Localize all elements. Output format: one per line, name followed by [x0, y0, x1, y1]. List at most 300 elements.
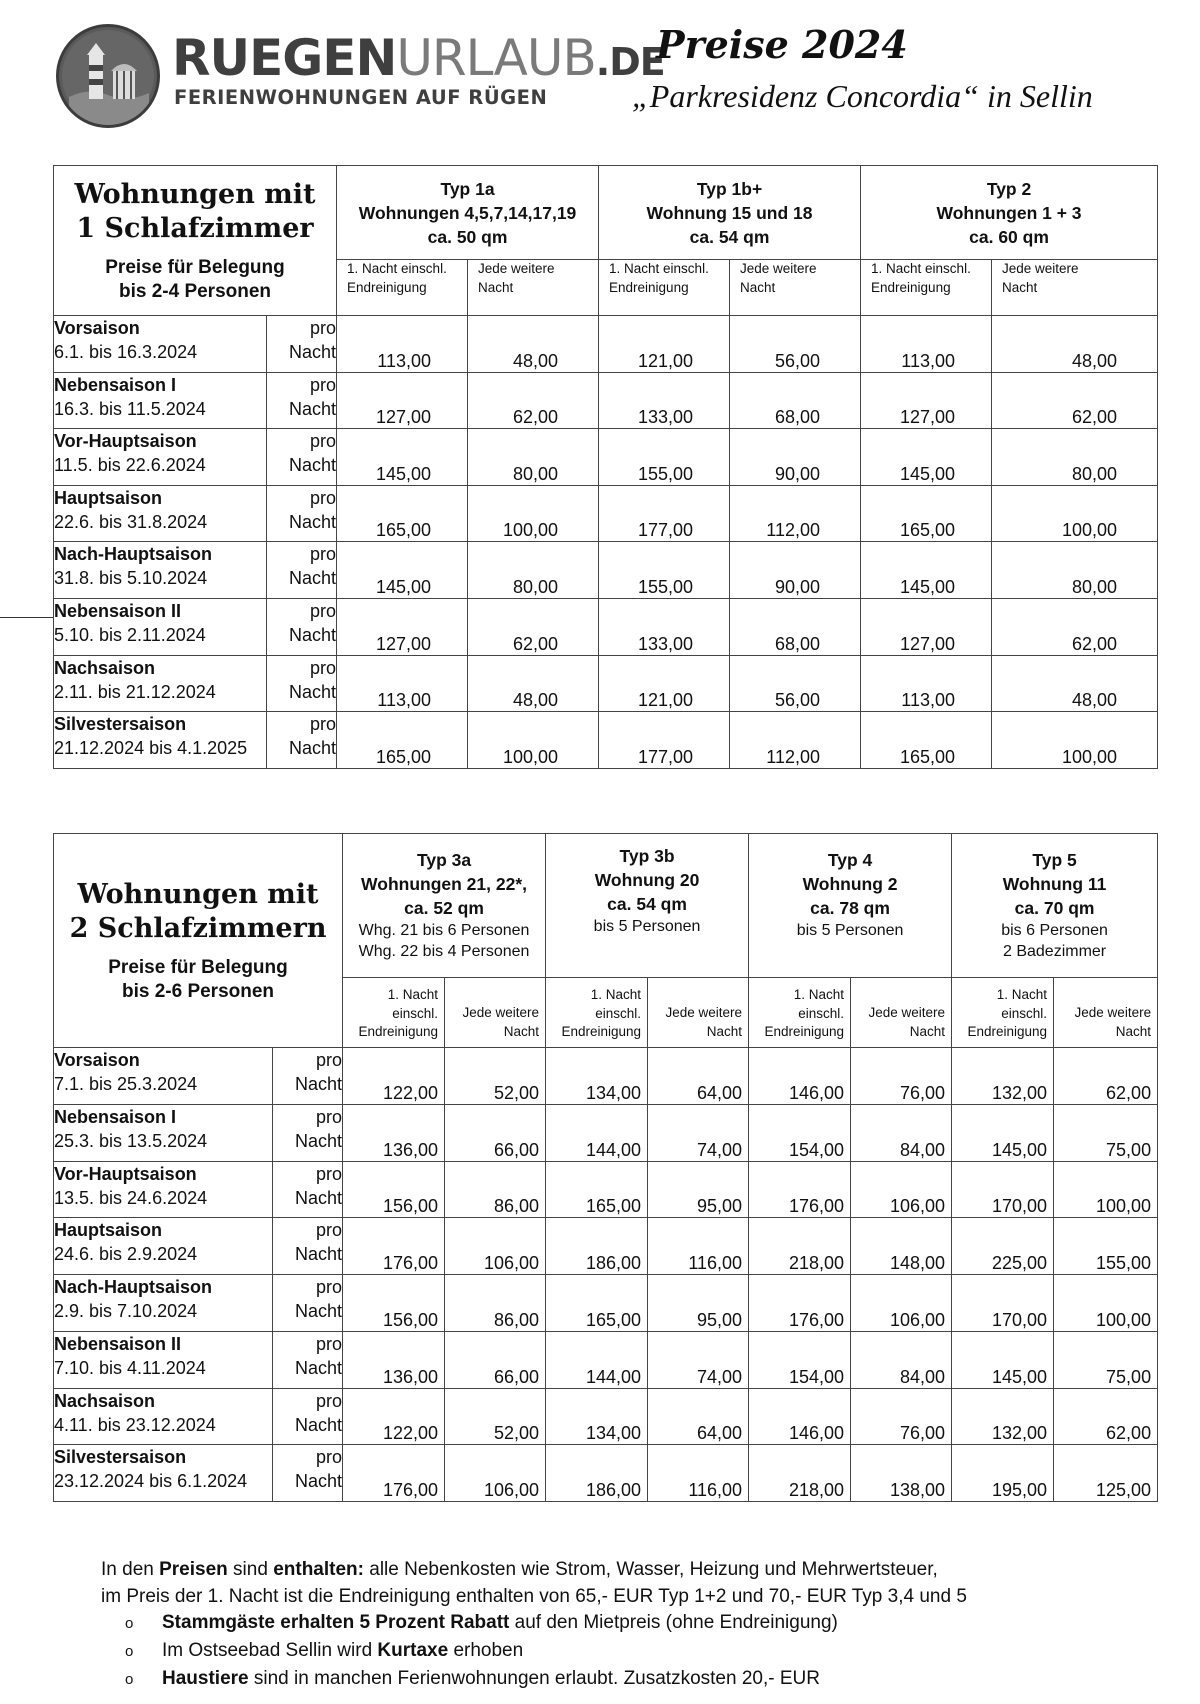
season-name: Vor-Hauptsaison	[54, 1163, 197, 1184]
column-header-line: Endreinigung	[347, 279, 427, 295]
season-name: Silvestersaison	[54, 1447, 187, 1468]
price-first-night: 145,00	[861, 429, 992, 486]
note-text: alle Nebenkosten wie Strom, Wasser, Heizung und Mehrwertsteuer,	[363, 1559, 938, 1580]
per-night-label: pro	[310, 544, 337, 565]
season-dates: 21.12.2024 bis 4.1.2025	[54, 738, 248, 759]
per-night-label: Nacht	[294, 1074, 343, 1094]
bullet-text: Im Ostseebad Sellin wird	[162, 1640, 378, 1661]
price-first-night: 127,00	[337, 372, 468, 429]
price-first-night: 177,00	[599, 712, 730, 769]
price-next-night: 86,00	[445, 1161, 546, 1218]
season-name: Vor-Hauptsaison	[54, 431, 197, 452]
price-first-night: 127,00	[337, 598, 468, 655]
per-night-label: pro	[310, 374, 337, 395]
brand-part-2: URLAUB	[396, 29, 596, 87]
column-header-line: Nacht	[740, 279, 776, 295]
page-subtitle: „Parkresidenz Concordia“ in Sellin	[632, 78, 1093, 114]
note-text: sind	[227, 1559, 274, 1580]
column-header-line: Jede weitere	[868, 1005, 946, 1020]
price-first-night: 122,00	[343, 1048, 445, 1105]
price-first-night: 145,00	[337, 542, 468, 599]
per-night-cell	[267, 316, 337, 373]
type-size: ca. 52 qm	[404, 898, 484, 918]
season-cell	[54, 1388, 273, 1445]
per-night-label: Nacht	[294, 1187, 343, 1208]
type-units: Wohnung 15 und 18	[646, 202, 813, 223]
price-first-night: 121,00	[599, 316, 730, 373]
price-next-night: 100,00	[468, 485, 599, 542]
price-next-night: 138,00	[851, 1445, 952, 1502]
per-night-cell	[273, 1161, 343, 1218]
type-header	[343, 834, 546, 978]
price-next-night: 80,00	[992, 429, 1158, 486]
type-units: Wohnungen 1 + 3	[936, 202, 1082, 223]
price-first-night: 186,00	[546, 1445, 648, 1502]
price-first-night: 165,00	[337, 485, 468, 542]
column-header-line: Endreinigung	[871, 279, 951, 295]
price-first-night: 225,00	[952, 1218, 1054, 1275]
season-cell	[54, 485, 267, 542]
price-next-night: 100,00	[1054, 1161, 1158, 1218]
price-first-night: 113,00	[861, 655, 992, 712]
occupancy-note	[54, 256, 336, 304]
price-first-night: 145,00	[952, 1104, 1054, 1161]
per-night-label: pro	[310, 487, 337, 508]
price-next-night: 76,00	[851, 1048, 952, 1105]
price-first-night: 113,00	[337, 655, 468, 712]
per-night-label: pro	[316, 1220, 343, 1241]
table-row	[54, 1048, 1158, 1105]
price-next-night: 56,00	[730, 655, 861, 712]
table-title-line-1: Wohnungen mit	[77, 878, 319, 910]
column-header-line: Jede weitere	[1074, 1005, 1152, 1020]
table-title-line-1: Wohnungen mit	[74, 178, 316, 210]
column-header-first-night	[599, 260, 730, 316]
season-dates: 25.3. bis 13.5.2024	[54, 1130, 208, 1151]
price-next-night: 62,00	[992, 372, 1158, 429]
price-first-night: 177,00	[599, 485, 730, 542]
table-row	[54, 1218, 1158, 1275]
per-night-cell	[267, 655, 337, 712]
price-first-night: 176,00	[343, 1218, 445, 1275]
column-header-first-night	[749, 978, 851, 1048]
price-next-night: 84,00	[851, 1331, 952, 1388]
season-cell	[54, 1445, 273, 1502]
table-2-body	[54, 1048, 1158, 1502]
column-header-line: Jede weitere	[665, 1005, 743, 1020]
per-night-label: Nacht	[288, 568, 337, 589]
season-dates: 7.10. bis 4.11.2024	[54, 1357, 206, 1378]
price-first-night: 170,00	[952, 1161, 1054, 1218]
price-next-night: 106,00	[445, 1445, 546, 1502]
table-corner	[54, 166, 337, 316]
price-first-night: 186,00	[546, 1218, 648, 1275]
price-next-night: 90,00	[730, 429, 861, 486]
table-row	[54, 1104, 1158, 1161]
price-first-night: 165,00	[861, 712, 992, 769]
price-next-night: 100,00	[992, 712, 1158, 769]
bullet-bold: Haustiere	[162, 1668, 249, 1689]
season-cell	[54, 429, 267, 486]
price-first-night: 127,00	[861, 598, 992, 655]
season-dates: 13.5. bis 24.6.2024	[54, 1187, 208, 1208]
bullet-item	[125, 1665, 838, 1693]
price-first-night: 165,00	[337, 712, 468, 769]
price-next-night: 80,00	[468, 429, 599, 486]
price-first-night: 155,00	[599, 542, 730, 599]
column-header-line: Endreinigung	[967, 1024, 1048, 1039]
per-night-cell	[273, 1218, 343, 1275]
price-first-night: 165,00	[861, 485, 992, 542]
price-first-night: 195,00	[952, 1445, 1054, 1502]
per-night-label: Nacht	[294, 1244, 343, 1265]
occupancy-line-1: Preise für Belegung	[105, 256, 285, 278]
type-units: Wohnung 20	[594, 870, 700, 890]
price-first-night: 132,00	[952, 1048, 1054, 1105]
season-cell	[54, 1275, 273, 1332]
per-night-cell	[273, 1388, 343, 1445]
per-night-label: pro	[316, 1106, 343, 1127]
per-night-label: Nacht	[288, 455, 337, 476]
price-next-night: 90,00	[730, 542, 861, 599]
column-header-line: Nacht	[478, 279, 514, 295]
price-next-night: 76,00	[851, 1388, 952, 1445]
per-night-label: pro	[316, 1163, 343, 1184]
price-first-night: 136,00	[343, 1331, 445, 1388]
type-size: ca. 70 qm	[1014, 898, 1095, 918]
margin-divider	[0, 617, 54, 618]
column-header-line: Nacht	[706, 1023, 743, 1039]
type-name: Typ 2	[986, 178, 1032, 199]
brand-logo	[56, 18, 665, 128]
type-size: ca. 78 qm	[810, 898, 890, 918]
table-row	[54, 1388, 1158, 1445]
price-first-night: 113,00	[861, 316, 992, 373]
table-title-line-2: 2 Schlafzimmern	[69, 912, 327, 944]
price-first-night: 156,00	[343, 1275, 445, 1332]
per-night-cell	[273, 1104, 343, 1161]
season-name: Silvestersaison	[54, 714, 187, 735]
column-header-next-night	[1054, 978, 1158, 1048]
column-header-next-night	[730, 260, 861, 316]
season-name: Nach-Hauptsaison	[54, 1277, 213, 1297]
price-next-night: 48,00	[468, 316, 599, 373]
per-night-cell	[273, 1445, 343, 1502]
column-header-first-night	[337, 260, 468, 316]
per-night-label: pro	[316, 1390, 343, 1411]
price-first-night: 218,00	[749, 1445, 851, 1502]
season-cell	[54, 655, 267, 712]
price-next-night: 106,00	[851, 1275, 952, 1332]
column-header-line: Endreinigung	[561, 1024, 642, 1039]
type-size: ca. 50 qm	[427, 226, 508, 247]
price-next-night: 75,00	[1054, 1104, 1158, 1161]
price-first-night: 127,00	[861, 372, 992, 429]
type-header	[599, 166, 861, 260]
price-next-night: 80,00	[992, 542, 1158, 599]
price-first-night: 134,00	[546, 1048, 648, 1105]
column-header-line: 1. Nacht einschl.	[347, 261, 447, 276]
column-header-line: Endreinigung	[358, 1024, 439, 1039]
note-bold: enthalten:	[273, 1559, 364, 1580]
per-night-label: Nacht	[294, 1301, 343, 1321]
price-notes	[101, 1556, 967, 1610]
price-next-night: 64,00	[648, 1388, 749, 1445]
season-name: Hauptsaison	[54, 487, 163, 508]
price-next-night: 106,00	[851, 1161, 952, 1218]
column-header-first-night	[952, 978, 1054, 1048]
season-dates: 16.3. bis 11.5.2024	[54, 398, 206, 419]
season-cell	[54, 372, 267, 429]
type-header	[749, 834, 952, 978]
price-next-night: 84,00	[851, 1104, 952, 1161]
per-night-label: Nacht	[288, 681, 337, 702]
price-next-night: 116,00	[648, 1445, 749, 1502]
season-dates: 23.12.2024 bis 6.1.2024	[54, 1471, 248, 1492]
type-extra: Whg. 21 bis 6 Personen	[358, 922, 530, 939]
price-next-night: 68,00	[730, 598, 861, 655]
season-name: Nach-Hauptsaison	[54, 544, 213, 565]
bullet-text: sind in manchen Ferienwohnungen erlaubt. Zusatzkosten 20,- EUR	[248, 1668, 820, 1689]
table-row	[54, 542, 1158, 599]
price-next-night: 155,00	[1054, 1218, 1158, 1275]
column-header-first-night	[546, 978, 648, 1048]
price-first-night: 145,00	[952, 1331, 1054, 1388]
type-name: Typ 3a	[416, 850, 472, 870]
season-dates: 7.1. bis 25.3.2024	[54, 1074, 198, 1094]
price-first-night: 146,00	[749, 1048, 851, 1105]
column-header-next-night	[648, 978, 749, 1048]
per-night-label: pro	[316, 1333, 343, 1354]
type-units: Wohnungen 4,5,7,14,17,19	[358, 202, 577, 223]
column-header-line: Nacht	[503, 1023, 540, 1039]
column-header-line: Nacht	[909, 1023, 946, 1039]
season-cell	[54, 1218, 273, 1275]
type-units: Wohnungen 21, 22*,	[361, 874, 527, 894]
price-first-night: 218,00	[749, 1218, 851, 1275]
column-header-line: Nacht	[1002, 279, 1038, 295]
price-first-night: 154,00	[749, 1331, 851, 1388]
column-header-line: 1. Nacht	[793, 987, 845, 1002]
price-next-night: 112,00	[730, 485, 861, 542]
brand-part-1: RUEGEN	[172, 29, 397, 87]
price-first-night: 134,00	[546, 1388, 648, 1445]
column-header-next-night	[468, 260, 599, 316]
column-header-line: Jede weitere	[462, 1005, 540, 1020]
season-dates: 31.8. bis 5.10.2024	[54, 568, 208, 589]
column-header-line: Jede weitere	[478, 261, 555, 276]
type-header	[861, 166, 1158, 260]
season-name: Nachsaison	[54, 1390, 156, 1411]
column-header-line: 1. Nacht einschl.	[871, 261, 971, 276]
table-row	[54, 655, 1158, 712]
season-name: Nebensaison II	[54, 1333, 182, 1354]
price-next-night: 95,00	[648, 1161, 749, 1218]
bullet-text: auf den Mietpreis (ohne Endreinigung)	[509, 1612, 838, 1633]
type-extra: Whg. 22 bis 4 Personen	[358, 943, 530, 960]
price-next-night: 62,00	[992, 598, 1158, 655]
price-next-night: 66,00	[445, 1104, 546, 1161]
price-next-night: 48,00	[468, 655, 599, 712]
table-title-line-2: 1 Schlafzimmer	[76, 212, 314, 244]
price-next-night: 80,00	[468, 542, 599, 599]
season-dates: 22.6. bis 31.8.2024	[54, 511, 208, 532]
column-header-line: 1. Nacht	[590, 987, 642, 1002]
season-cell	[54, 1104, 273, 1161]
table-row	[54, 1161, 1158, 1218]
per-night-label: pro	[316, 1050, 343, 1070]
column-header-line: einschl.	[1001, 1005, 1048, 1021]
column-header-line: einschl.	[595, 1005, 642, 1021]
season-cell	[54, 598, 267, 655]
price-first-night: 122,00	[343, 1388, 445, 1445]
season-dates: 11.5. bis 22.6.2024	[54, 455, 206, 476]
season-cell	[54, 542, 267, 599]
column-header-line: einschl.	[392, 1005, 439, 1021]
type-header	[952, 834, 1158, 978]
lighthouse-emblem-icon	[56, 24, 160, 128]
type-size: ca. 54 qm	[607, 894, 687, 914]
per-night-label: Nacht	[294, 1471, 343, 1492]
column-header-line: 1. Nacht einschl.	[609, 261, 709, 276]
brand-part-3: .DE	[595, 40, 665, 84]
season-name: Nebensaison I	[54, 374, 177, 395]
price-next-night: 100,00	[1054, 1275, 1158, 1332]
price-first-night: 144,00	[546, 1104, 648, 1161]
price-first-night: 176,00	[749, 1161, 851, 1218]
bullet-circle-icon: o	[125, 1671, 134, 1688]
price-first-night: 133,00	[599, 372, 730, 429]
type-name: Typ 1b+	[696, 178, 763, 199]
price-next-night: 86,00	[445, 1275, 546, 1332]
occupancy-line-1: Preise für Belegung	[108, 956, 288, 978]
price-first-night: 156,00	[343, 1161, 445, 1218]
type-extra: bis 5 Personen	[796, 922, 904, 939]
season-dates: 24.6. bis 2.9.2024	[54, 1244, 198, 1265]
type-name: Typ 5	[1032, 850, 1077, 870]
type-name: Typ 1a	[440, 178, 495, 199]
price-first-night: 121,00	[599, 655, 730, 712]
table-row	[54, 429, 1158, 486]
per-night-label: Nacht	[288, 738, 337, 759]
season-cell	[54, 1048, 273, 1105]
price-first-night: 136,00	[343, 1104, 445, 1161]
season-name: Nebensaison I	[54, 1106, 177, 1127]
price-next-night: 74,00	[648, 1331, 749, 1388]
column-header-first-night	[343, 978, 445, 1048]
price-first-night: 145,00	[861, 542, 992, 599]
per-night-cell	[267, 542, 337, 599]
table-row	[54, 1275, 1158, 1332]
bullet-bold: Kurtaxe	[377, 1640, 449, 1661]
season-name: Nachsaison	[54, 657, 156, 678]
price-first-night: 133,00	[599, 598, 730, 655]
column-header-line: Endreinigung	[764, 1024, 845, 1039]
price-first-night: 155,00	[599, 429, 730, 486]
brand-tagline: FERIENWOHNUNGEN AUF RÜGEN	[174, 86, 548, 109]
type-units: Wohnung 2	[802, 874, 898, 894]
price-first-night: 145,00	[337, 429, 468, 486]
table-row	[54, 598, 1158, 655]
price-first-night: 176,00	[343, 1445, 445, 1502]
per-night-cell	[267, 485, 337, 542]
price-next-night: 74,00	[648, 1104, 749, 1161]
price-next-night: 148,00	[851, 1218, 952, 1275]
per-night-label: Nacht	[288, 398, 337, 419]
notes-bullet-list	[125, 1609, 838, 1693]
bullet-bold: Stammgäste erhalten 5 Prozent Rabatt	[162, 1612, 510, 1633]
season-name: Hauptsaison	[54, 1220, 163, 1241]
price-next-night: 116,00	[648, 1218, 749, 1275]
type-extra: bis 6 Personen	[1001, 922, 1108, 939]
note-line-1	[101, 1556, 967, 1583]
table-row	[54, 372, 1158, 429]
column-header-line: 1. Nacht	[996, 987, 1048, 1002]
season-cell	[54, 316, 267, 373]
type-name: Typ 4	[827, 850, 873, 870]
price-table-1-bedroom	[53, 165, 1158, 769]
price-next-night: 112,00	[730, 712, 861, 769]
per-night-label: Nacht	[294, 1357, 343, 1378]
price-next-night: 100,00	[992, 485, 1158, 542]
season-dates: 4.11. bis 23.12.2024	[54, 1414, 216, 1435]
per-night-label: pro	[310, 657, 337, 678]
bullet-circle-icon: o	[125, 1643, 134, 1660]
season-dates: 2.9. bis 7.10.2024	[54, 1301, 198, 1321]
column-header-next-night	[445, 978, 546, 1048]
price-next-night: 62,00	[468, 598, 599, 655]
price-first-night: 113,00	[337, 316, 468, 373]
per-night-cell	[273, 1331, 343, 1388]
price-table-2-bedrooms	[53, 833, 1158, 1502]
table-1-body	[54, 316, 1158, 769]
price-next-night: 62,00	[468, 372, 599, 429]
type-name: Typ 3b	[619, 846, 675, 866]
type-header	[337, 166, 599, 260]
table-row	[54, 1331, 1158, 1388]
price-next-night: 75,00	[1054, 1331, 1158, 1388]
price-next-night: 95,00	[648, 1275, 749, 1332]
per-night-label: Nacht	[294, 1130, 343, 1151]
column-header-line: 1. Nacht	[387, 987, 439, 1002]
table-row	[54, 485, 1158, 542]
per-night-cell	[267, 429, 337, 486]
bullet-text: erhoben	[448, 1640, 524, 1661]
type-size: ca. 60 qm	[969, 226, 1049, 247]
price-next-night: 68,00	[730, 372, 861, 429]
per-night-label: Nacht	[294, 1414, 343, 1435]
price-first-night: 170,00	[952, 1275, 1054, 1332]
column-header-next-night	[992, 260, 1158, 316]
price-next-night: 48,00	[992, 316, 1158, 373]
per-night-label: pro	[310, 714, 337, 735]
price-first-night: 176,00	[749, 1275, 851, 1332]
price-next-night: 106,00	[445, 1218, 546, 1275]
season-name: Nebensaison II	[54, 600, 182, 621]
table-row	[54, 316, 1158, 373]
season-dates: 6.1. bis 16.3.2024	[54, 342, 198, 362]
per-night-cell	[267, 372, 337, 429]
per-night-cell	[267, 712, 337, 769]
price-first-night: 165,00	[546, 1161, 648, 1218]
occupancy-line-2: bis 2-6 Personen	[121, 980, 275, 1002]
price-first-night: 146,00	[749, 1388, 851, 1445]
bullet-item	[125, 1637, 838, 1665]
column-header-line: einschl.	[798, 1005, 845, 1021]
price-next-night: 56,00	[730, 316, 861, 373]
per-night-label: Nacht	[288, 342, 337, 362]
note-text: In den	[101, 1559, 160, 1580]
